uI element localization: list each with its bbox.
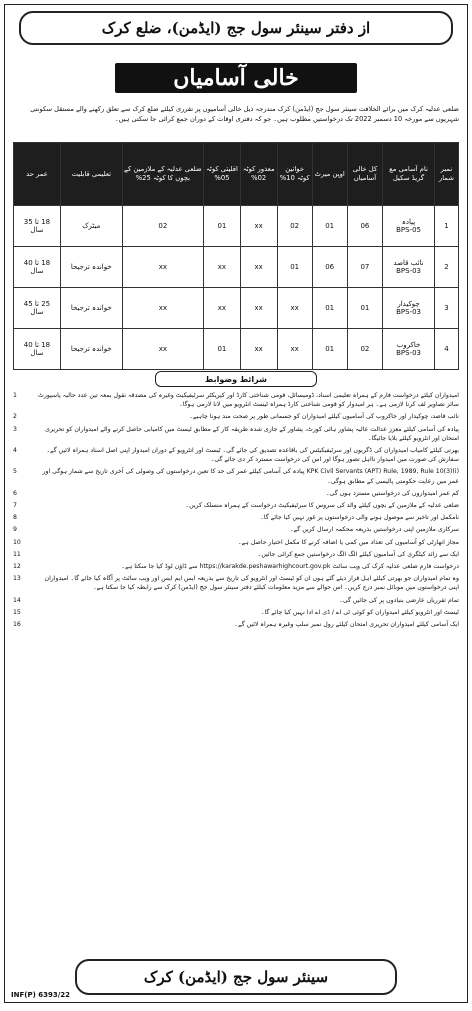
list-item — [13, 489, 459, 498]
cell-minority: xx — [204, 288, 241, 329]
list-item — [13, 467, 459, 485]
inf-number: INF(P) 6393/22 — [11, 991, 70, 999]
condition-text: امیدواران کیلئے درخواست فارم کے ہمراہ تعلیمی اسناد، ڈومیسائل، قومی شناختی کارڈ اور کیریکٹر سرٹیفیکیٹ وغیرہ کی مصدقہ نقول بمعہ تین عدد حالیہ پاسپورٹ سائز تصاویر لف کرنا لازمی ہے۔ ہر امیدوار کو قومی شناختی کارڈ ہمراہ ٹیسٹ انٹرویو میں لانا لازمی ہوگا۔ — [38, 392, 459, 409]
list-item — [13, 501, 459, 510]
list-item — [13, 550, 459, 559]
cell-children: xx — [122, 329, 203, 370]
col-disabled: معذور کوٹہ 02% — [240, 143, 277, 206]
cell-minority: xx — [204, 247, 241, 288]
post-name: نائب قاصد — [393, 259, 424, 267]
col-qualification: تعلیمی قابلیت — [60, 143, 122, 206]
cell-disabled: xx — [240, 247, 277, 288]
list-item — [13, 391, 459, 409]
age-range: 18 تا 35 — [23, 218, 51, 226]
cell-age — [14, 288, 61, 329]
age-unit: سال — [30, 267, 44, 275]
cell-serial: 3 — [434, 288, 458, 329]
age-range: 25 تا 45 — [23, 300, 51, 308]
vacancies-title: خالی آسامیاں — [115, 63, 357, 93]
table-row — [14, 329, 459, 370]
list-item — [13, 446, 459, 464]
cell-post — [383, 206, 435, 247]
cell-women: 02 — [277, 206, 312, 247]
post-bps: BPS-03 — [396, 349, 421, 357]
condition-text: پیادہ کی آسامی کیلئے معزز عدالت عالیہ پشاور ہائی کورٹ، پشاور کے جاری شدہ طریقہ کار کے مطابق ٹیسٹ میں کامیابی حاصل کرنے والے امیدواران کو تحریری امتحان اور انٹرویو کیلئے بلایا جائیگا۔ — [45, 425, 459, 442]
col-total: کل خالی آسامیاں — [347, 143, 383, 206]
signatory-footer: سینئر سول جج (ایڈمن) کرک — [75, 959, 397, 995]
cell-total: 02 — [347, 329, 383, 370]
cell-open: 01 — [312, 206, 347, 247]
list-item — [13, 525, 459, 534]
cell-qualification: میٹرک — [60, 206, 122, 247]
cell-post — [383, 288, 435, 329]
cell-serial: 2 — [434, 247, 458, 288]
condition-number: 1 — [13, 392, 17, 399]
cell-age — [14, 247, 61, 288]
condition-text: KPK Civil Servants (APT) Rule, 1989, Rule 10(3)(i) پیادہ کی آسامی کیلئے عمر کی حد کا تعین درخواستوں کی وصولی کی آخری تاریخ سے شمار ہوگی اور عمر میں رعایت حکومتی پالیسی کے مطابق ہوگی۔ — [42, 468, 459, 485]
condition-text: ایک سے زائد کیٹگری کی آسامیوں کیلئے الگ الگ درخواستیں جمع کرائی جائیں۔ — [257, 550, 459, 558]
table-row — [14, 288, 459, 329]
condition-number: 9 — [13, 526, 17, 534]
conditions-list — [13, 391, 459, 954]
cell-serial: 4 — [434, 329, 458, 370]
col-open: اوپن میرٹ — [312, 143, 347, 206]
post-name: پیادہ — [401, 218, 416, 226]
cell-qualification: خواندہ ترجیحا — [60, 329, 122, 370]
condition-text: ضلعی عدلیہ کے ملازمین کے بچوں کیلئے والد کی سروس کا سرٹیفیکیٹ درخواست کے ہمراہ منسلک کریں۔ — [185, 502, 459, 510]
post-name: خاکروب — [396, 341, 421, 349]
condition-text: ٹیسٹ اور انٹرویو کیلئے امیدواران کو کوئی ٹی اے / ڈی اے ادا نہیں کیا جائے گا۔ — [260, 608, 459, 616]
list-item — [13, 608, 459, 617]
conditions-title: شرائط وضوابط — [155, 371, 317, 387]
cell-open: 01 — [312, 288, 347, 329]
age-unit: سال — [30, 349, 44, 357]
condition-text: وہ تمام امیدواران جو بھرتی کیلئے اہل قرار دیئے گئے ہوں ان کو ٹیسٹ اور انٹرویو کی تاریخ سے بذریعہ ایس ایم ایس اور ویب سائٹ پر آگاہ کیا جائے گا۔ امیدواران اپنی درخواستوں میں موبائل نمبر درج کریں۔ اس حوالے سے مزید معلومات کیلئے دفتر سینئر سول جج (ایڈمن) کرک سے رابطہ کیا جا سکتا ہے۔ — [44, 575, 459, 592]
table-row — [14, 206, 459, 247]
cell-open: 01 — [312, 329, 347, 370]
cell-minority: 01 — [204, 329, 241, 370]
cell-age — [14, 329, 61, 370]
office-header: از دفتر سینئر سول جج (ایڈمن)، ضلع کرک — [19, 11, 453, 45]
cell-age — [14, 206, 61, 247]
condition-text: مجاز اتھارٹی کو آسامیوں کی تعداد میں کمی یا اضافہ کرنے کا مکمل اختیار حاصل ہے۔ — [238, 538, 459, 546]
condition-number: 4 — [13, 447, 17, 455]
list-item — [13, 412, 459, 421]
col-serial: نمبر شمار — [434, 143, 458, 206]
advertisement-page — [4, 4, 468, 1003]
condition-text: درخواست فارم ضلعی عدلیہ کرک کی ویب سائٹ https://karakde.peshawarhighcourt.gov.pk سے ڈاؤن لوڈ کیا جا سکتا ہے۔ — [121, 563, 459, 571]
condition-number: 10 — [13, 538, 21, 546]
cell-total: 01 — [347, 288, 383, 329]
col-minority: اقلیتی کوٹہ 05% — [204, 143, 241, 206]
cell-children: xx — [122, 288, 203, 329]
condition-number: 13 — [13, 575, 21, 583]
cell-children: xx — [122, 247, 203, 288]
post-bps: BPS-03 — [396, 267, 421, 275]
cell-women: xx — [277, 288, 312, 329]
condition-text: بھرتی کیلئے کامیاب امیدواران کی ڈگریوں اور سرٹیفیکیٹس کی باقاعدہ تصدیق کی جائے گی۔ ٹیسٹ اور انٹرویو کے دوران امیدوار اپنی اصل اسناد ہمراہ لائیں گے۔ سفارش کی صورت میں امیدوار نااہل تصور ہوگا اور اس کی درخواست مسترد کر دی جائے گی۔ — [46, 447, 459, 464]
condition-number: 12 — [13, 563, 21, 571]
cell-children: 02 — [122, 206, 203, 247]
cell-disabled: xx — [240, 288, 277, 329]
condition-text: سرکاری ملازمین اپنی درخواستیں بذریعہ محکمہ ارسال کریں گے۔ — [290, 526, 459, 534]
table-row — [14, 247, 459, 288]
cell-post — [383, 247, 435, 288]
condition-text: تمام تقرریاں عارضی بنیادوں پر کی جائیں گی۔ — [339, 596, 459, 604]
cell-disabled: xx — [240, 329, 277, 370]
cell-total: 07 — [347, 247, 383, 288]
list-item — [13, 562, 459, 571]
condition-number: 8 — [13, 514, 17, 522]
col-women: خواتین کوٹہ 10% — [277, 143, 312, 206]
col-children: ضلعی عدلیہ کے ملازمین کے بچوں کا کوٹہ 25% — [122, 143, 203, 206]
condition-number: 14 — [13, 596, 21, 604]
cell-women: 01 — [277, 247, 312, 288]
cell-qualification: خواندہ ترجیحا — [60, 288, 122, 329]
list-item — [13, 620, 459, 629]
col-post: نام آسامی مع گریڈ سکیل — [383, 143, 435, 206]
condition-number: 6 — [13, 489, 17, 497]
vacancies-table — [13, 142, 459, 370]
table-header-row — [14, 143, 459, 206]
condition-text: نامکمل اور تاخیر سے موصول ہونے والی درخواستوں پر غور نہیں کیا جائے گا۔ — [260, 514, 459, 522]
cell-total: 06 — [347, 206, 383, 247]
condition-text: کم عمر امیدواروں کی درخواستیں مسترد ہوں گی۔ — [325, 489, 459, 497]
condition-number: 3 — [13, 425, 17, 433]
condition-number: 15 — [13, 608, 21, 616]
condition-number: 5 — [13, 468, 17, 476]
list-item — [13, 574, 459, 592]
col-age: عمر حد — [14, 143, 61, 206]
cell-post — [383, 329, 435, 370]
post-bps: BPS-05 — [396, 226, 421, 234]
condition-number: 7 — [13, 502, 17, 510]
list-item — [13, 425, 459, 443]
list-item — [13, 538, 459, 547]
cell-disabled: xx — [240, 206, 277, 247]
list-item — [13, 596, 459, 605]
condition-text: ایک آسامی کیلئے امیدواران تحریری امتحان کیلئے رول نمبر سلپ وغیرہ ہمراہ لائیں گے۔ — [234, 621, 459, 629]
age-range: 18 تا 40 — [23, 341, 51, 349]
age-unit: سال — [30, 308, 44, 316]
age-range: 18 تا 40 — [23, 259, 51, 267]
cell-open: 06 — [312, 247, 347, 288]
age-unit: سال — [30, 226, 44, 234]
cell-qualification: خواندہ ترجیحا — [60, 247, 122, 288]
condition-text: نائب قاصد، چوکیدار اور خاکروب کی آسامیوں کیلئے امیدواران کو جسمانی طور پر صحت مند ہونا چاہیے۔ — [189, 413, 459, 421]
post-bps: BPS-03 — [396, 308, 421, 316]
list-item — [13, 513, 459, 522]
condition-number: 16 — [13, 621, 21, 629]
intro-paragraph: ضلعی عدلیہ کرک میں برائے الخلافت سینئر سول جج (ایڈمن) کرک مندرجہ ذیل خالی آسامیوں پر تقرری کیلئے ضلع کرک سے تعلق رکھنے والے مستقل سکونتی شہریوں سے مورخہ 10 دسمبر 2022 تک درخواستیں مطلوب ہیں۔ جو کہ دفتری اوقات کے دوران جمع کرائی جا سکتی ہیں۔ — [30, 105, 459, 123]
condition-number: 2 — [13, 413, 17, 421]
post-name: چوکیدار — [397, 300, 420, 308]
cell-serial: 1 — [434, 206, 458, 247]
cell-minority: 01 — [204, 206, 241, 247]
condition-number: 11 — [13, 550, 21, 558]
cell-women: xx — [277, 329, 312, 370]
